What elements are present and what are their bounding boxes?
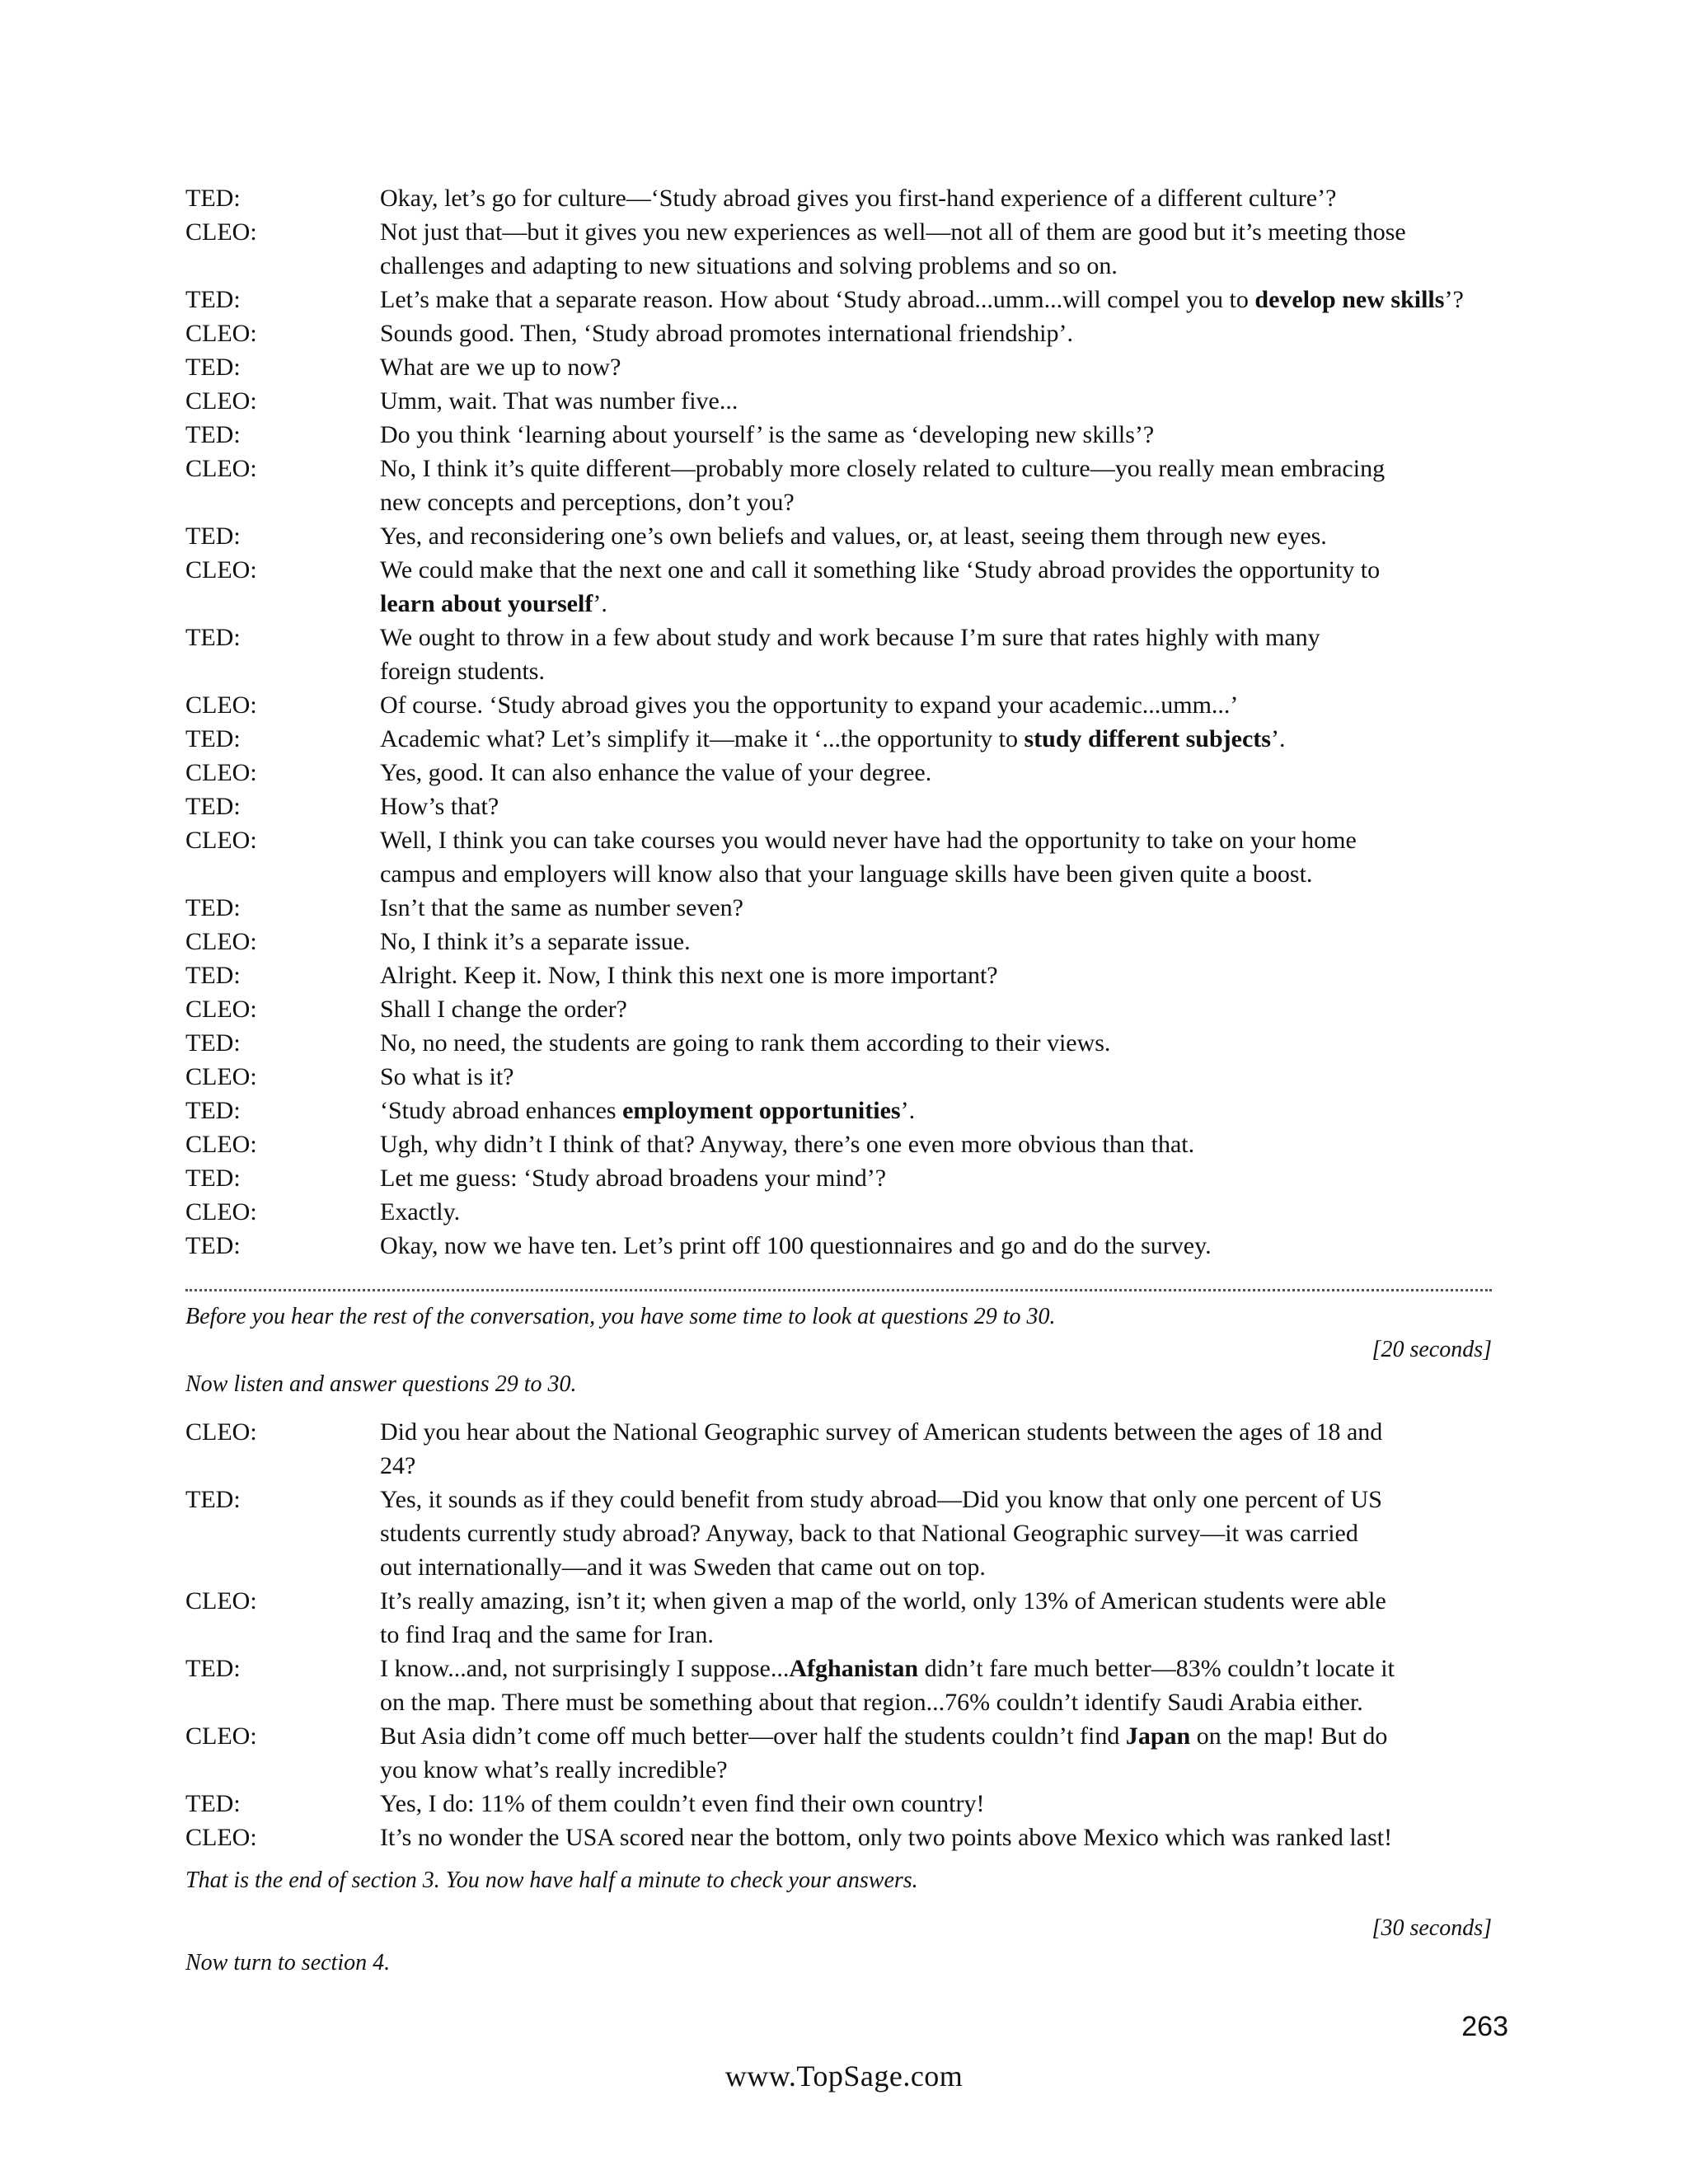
timing-30-seconds: [30 seconds] xyxy=(1372,1915,1492,1941)
dialogue-line xyxy=(185,823,1492,857)
dialogue-turn xyxy=(185,1719,1492,1787)
dialogue-text: Yes, and reconsidering one’s own beliefs and values, or, at least, seeing them through new eyes. xyxy=(380,523,1327,550)
instruction-listen: Now listen and answer questions 29 to 30. xyxy=(185,1371,577,1397)
dialogue-line xyxy=(185,1719,1492,1753)
speaker-label: TED: xyxy=(185,1486,241,1513)
dialogue-text: Did you hear about the National Geographic survey of American students between the ages of 18 and xyxy=(380,1418,1383,1446)
dialogue-text: new concepts and perceptions, don’t you? xyxy=(380,489,795,516)
dialogue-text: It’s really amazing, isn’t it; when given a map of the world, only 13% of American students were able xyxy=(380,1587,1386,1615)
text-segment: ’? xyxy=(1444,286,1464,313)
timing-20-seconds: [20 seconds] xyxy=(1372,1337,1492,1362)
dialogue-line xyxy=(185,283,1492,316)
speaker-label: CLEO: xyxy=(185,218,257,246)
speaker-label: TED: xyxy=(185,962,241,989)
dialogue-text: We could make that the next one and call it something like ‘Study abroad provides the opportunity to xyxy=(380,556,1381,583)
speaker-label: CLEO: xyxy=(185,827,257,854)
dialogue-text: on the map. There must be something about that region...76% couldn’t identify Saudi Arabia either. xyxy=(380,1689,1363,1716)
instruction-end: That is the end of section 3. You now have half a minute to check your answers. xyxy=(185,1868,918,1893)
dialogue-text: Shall I change the order? xyxy=(380,996,627,1023)
dialogue-line xyxy=(185,958,1492,992)
dialogue-line xyxy=(185,418,1492,452)
speaker-label: CLEO: xyxy=(185,455,257,482)
dialogue-line xyxy=(185,350,1492,384)
dialogue-text: Alright. Keep it. Now, I think this next one is more important? xyxy=(380,962,998,989)
dialogue-text: you know what’s really incredible? xyxy=(380,1756,728,1783)
instruction-next: Now turn to section 4. xyxy=(185,1950,391,1975)
speaker-label: CLEO: xyxy=(185,691,257,719)
dialogue-line xyxy=(185,1787,1492,1821)
dialogue-turn xyxy=(185,1483,1492,1584)
dialogue-text: Yes, it sounds as if they could benefit from study abroad—Did you know that only one percent of US xyxy=(380,1486,1382,1513)
dialogue-line xyxy=(185,553,1492,587)
dialogue-line xyxy=(185,621,1492,654)
dotted-divider xyxy=(185,1289,1492,1291)
dialogue-text: It’s no wonder the USA scored near the bottom, only two points above Mexico which was ranked last! xyxy=(380,1824,1393,1851)
dialogue-turn xyxy=(185,925,1492,958)
dialogue-turn xyxy=(185,756,1492,790)
speaker-label: TED: xyxy=(185,354,241,381)
dialogue-line xyxy=(185,1026,1492,1060)
dialogue-line xyxy=(185,452,1492,485)
dialogue-turn xyxy=(185,1094,1492,1127)
dialogue-turn xyxy=(185,384,1492,418)
dialogue-line xyxy=(185,1618,1492,1652)
dialogue-line xyxy=(185,722,1492,756)
dialogue-line xyxy=(185,1161,1492,1195)
dialogue-text: What are we up to now? xyxy=(380,354,621,381)
dialogue-turn xyxy=(185,992,1492,1026)
text-segment: ‘Study abroad enhances xyxy=(380,1097,623,1124)
dialogue-turn xyxy=(185,621,1492,688)
dialogue-turn xyxy=(185,452,1492,519)
dialogue-line xyxy=(185,688,1492,722)
dialogue-text xyxy=(380,587,607,621)
dialogue-text: foreign students. xyxy=(380,658,545,685)
speaker-label: CLEO: xyxy=(185,1824,257,1851)
dialogue-text xyxy=(380,1094,915,1127)
speaker-label: CLEO: xyxy=(185,1587,257,1615)
speaker-label: CLEO: xyxy=(185,996,257,1023)
speaker-label: TED: xyxy=(185,894,241,921)
dialogue-text: Okay, let’s go for culture—‘Study abroad gives you first-hand experience of a different culture’? xyxy=(380,185,1337,212)
dialogue-line xyxy=(185,654,1492,688)
dialogue-line xyxy=(185,1652,1492,1685)
dialogue-line xyxy=(185,587,1492,621)
dialogue-text: No, no need, the students are going to rank them according to their views. xyxy=(380,1029,1111,1057)
speaker-label: CLEO: xyxy=(185,1063,257,1090)
bold-key-phrase: Afghanistan xyxy=(789,1655,919,1682)
text-segment: ’. xyxy=(900,1097,916,1124)
dialogue-turn xyxy=(185,1821,1492,1854)
dialogue-line xyxy=(185,1449,1492,1483)
dialogue-turn xyxy=(185,316,1492,350)
dialogue-turn xyxy=(185,181,1492,215)
dialogue-turn xyxy=(185,1415,1492,1483)
dialogue-turn xyxy=(185,722,1492,756)
dialogue-turn xyxy=(185,1229,1492,1263)
speaker-label: TED: xyxy=(185,793,241,820)
dialogue-line xyxy=(185,1060,1492,1094)
dialogue-turn xyxy=(185,1652,1492,1719)
dialogue-line xyxy=(185,1821,1492,1854)
speaker-label: TED: xyxy=(185,523,241,550)
dialogue-line xyxy=(185,1516,1492,1550)
speaker-label: TED: xyxy=(185,1165,241,1192)
bold-key-phrase: employment opportunities xyxy=(622,1097,901,1124)
dialogue-text: Not just that—but it gives you new experiences as well—not all of them are good but it’s meeting those xyxy=(380,218,1406,246)
text-segment: Academic what? Let’s simplify it—make it ‘...the opportunity to xyxy=(380,725,1025,752)
dialogue-line xyxy=(185,1685,1492,1719)
dialogue-text: Sounds good. Then, ‘Study abroad promotes international friendship’. xyxy=(380,320,1073,347)
dialogue-turn xyxy=(185,790,1492,823)
dialogue-text: students currently study abroad? Anyway, back to that National Geographic survey—it was carried xyxy=(380,1520,1358,1547)
dialogue-turn xyxy=(185,350,1492,384)
transcript-part-2 xyxy=(185,1415,1492,1854)
dialogue-line xyxy=(185,1415,1492,1449)
transcript-part-1 xyxy=(185,181,1492,1263)
bold-key-phrase: learn about yourself xyxy=(380,590,593,617)
dialogue-turn xyxy=(185,519,1492,553)
text-segment: ’. xyxy=(593,590,607,617)
dialogue-turn xyxy=(185,215,1492,283)
dialogue-text xyxy=(380,722,1285,756)
speaker-label: TED: xyxy=(185,1790,241,1817)
dialogue-text: How’s that? xyxy=(380,793,499,820)
dialogue-text: out internationally—and it was Sweden that came out on top. xyxy=(380,1554,986,1581)
speaker-label: TED: xyxy=(185,725,241,752)
dialogue-text: No, I think it’s quite different—probably more closely related to culture—you really mean embracing xyxy=(380,455,1386,482)
dialogue-text: So what is it? xyxy=(380,1063,514,1090)
dialogue-text: Yes, good. It can also enhance the value of your degree. xyxy=(380,759,932,786)
dialogue-line xyxy=(185,249,1492,283)
text-segment: on the map! But do xyxy=(1190,1722,1388,1750)
dialogue-turn xyxy=(185,688,1492,722)
speaker-label: CLEO: xyxy=(185,556,257,583)
dialogue-turn xyxy=(185,1026,1492,1060)
dialogue-text: challenges and adapting to new situations and solving problems and so on. xyxy=(380,252,1118,279)
dialogue-text: Well, I think you can take courses you would never have had the opportunity to take on your home xyxy=(380,827,1357,854)
dialogue-line xyxy=(185,790,1492,823)
dialogue-text xyxy=(380,1719,1387,1753)
dialogue-text: Isn’t that the same as number seven? xyxy=(380,894,743,921)
dialogue-turn xyxy=(185,418,1492,452)
dialogue-turn xyxy=(185,1787,1492,1821)
speaker-label: CLEO: xyxy=(185,759,257,786)
dialogue-text: to find Iraq and the same for Iran. xyxy=(380,1621,714,1648)
speaker-label: TED: xyxy=(185,1232,241,1259)
dialogue-turn xyxy=(185,553,1492,621)
dialogue-line xyxy=(185,181,1492,215)
speaker-label: TED: xyxy=(185,421,241,448)
dialogue-line xyxy=(185,992,1492,1026)
dialogue-line xyxy=(185,891,1492,925)
dialogue-line xyxy=(185,1584,1492,1618)
dialogue-text: Okay, now we have ten. Let’s print off 100 questionnaires and go and do the survey. xyxy=(380,1232,1212,1259)
speaker-label: CLEO: xyxy=(185,1418,257,1446)
dialogue-text: Exactly. xyxy=(380,1198,461,1226)
text-segment: But Asia didn’t come off much better—over half the students couldn’t find xyxy=(380,1722,1126,1750)
dialogue-line xyxy=(185,384,1492,418)
bold-key-phrase: Japan xyxy=(1125,1722,1191,1750)
dialogue-line xyxy=(185,857,1492,891)
dialogue-line xyxy=(185,1195,1492,1229)
dialogue-turn xyxy=(185,1161,1492,1195)
dialogue-line xyxy=(185,925,1492,958)
instruction-before: Before you hear the rest of the conversation, you have some time to look at questions 29 to 30. xyxy=(185,1304,1056,1329)
dialogue-text xyxy=(380,1652,1395,1685)
dialogue-text: Umm, wait. That was number five... xyxy=(380,387,738,415)
text-segment: Let’s make that a separate reason. How about ‘Study abroad...umm...will compel you to xyxy=(380,286,1255,313)
dialogue-text: Of course. ‘Study abroad gives you the opportunity to expand your academic...umm...’ xyxy=(380,691,1239,719)
footer-url: www.TopSage.com xyxy=(724,2060,964,2093)
dialogue-turn xyxy=(185,891,1492,925)
dialogue-line xyxy=(185,1550,1492,1584)
dialogue-line xyxy=(185,316,1492,350)
bold-key-phrase: study different subjects xyxy=(1024,725,1271,752)
speaker-label: CLEO: xyxy=(185,1198,257,1226)
dialogue-turn xyxy=(185,1127,1492,1161)
dialogue-text: We ought to throw in a few about study and work because I’m sure that rates highly with many xyxy=(380,624,1320,651)
dialogue-text: Ugh, why didn’t I think of that? Anyway, there’s one even more obvious than that. xyxy=(380,1131,1195,1158)
dialogue-text: Do you think ‘learning about yourself’ is the same as ‘developing new skills’? xyxy=(380,421,1155,448)
speaker-label: TED: xyxy=(185,624,241,651)
speaker-label: TED: xyxy=(185,1655,241,1682)
text-segment: didn’t fare much better—83% couldn’t locate it xyxy=(918,1655,1395,1682)
speaker-label: CLEO: xyxy=(185,1131,257,1158)
speaker-label: TED: xyxy=(185,1029,241,1057)
dialogue-turn xyxy=(185,1195,1492,1229)
speaker-label: TED: xyxy=(185,185,241,212)
dialogue-text: No, I think it’s a separate issue. xyxy=(380,928,691,955)
dialogue-line xyxy=(185,1127,1492,1161)
dialogue-line xyxy=(185,1229,1492,1263)
dialogue-line xyxy=(185,485,1492,519)
dialogue-text: Let me guess: ‘Study abroad broadens your mind’? xyxy=(380,1165,887,1192)
dialogue-line xyxy=(185,519,1492,553)
speaker-label: CLEO: xyxy=(185,928,257,955)
dialogue-turn xyxy=(185,958,1492,992)
text-segment: I know...and, not surprisingly I suppose... xyxy=(380,1655,790,1682)
dialogue-turn xyxy=(185,1584,1492,1652)
dialogue-line xyxy=(185,1483,1492,1516)
text-segment: ’. xyxy=(1270,725,1286,752)
speaker-label: CLEO: xyxy=(185,1722,257,1750)
speaker-label: CLEO: xyxy=(185,320,257,347)
dialogue-turn xyxy=(185,283,1492,316)
speaker-label: CLEO: xyxy=(185,387,257,415)
dialogue-turn xyxy=(185,1060,1492,1094)
dialogue-line xyxy=(185,756,1492,790)
dialogue-text xyxy=(380,283,1464,316)
speaker-label: TED: xyxy=(185,286,241,313)
speaker-label: TED: xyxy=(185,1097,241,1124)
dialogue-line xyxy=(185,215,1492,249)
dialogue-turn xyxy=(185,823,1492,891)
dialogue-text: Yes, I do: 11% of them couldn’t even find their own country! xyxy=(380,1790,985,1817)
page-number: 263 xyxy=(1461,2011,1508,2042)
bold-key-phrase: develop new skills xyxy=(1254,286,1445,313)
dialogue-text: 24? xyxy=(380,1452,416,1479)
dialogue-text: campus and employers will know also that your language skills have been given quite a boost. xyxy=(380,860,1313,888)
dialogue-line xyxy=(185,1753,1492,1787)
dialogue-line xyxy=(185,1094,1492,1127)
